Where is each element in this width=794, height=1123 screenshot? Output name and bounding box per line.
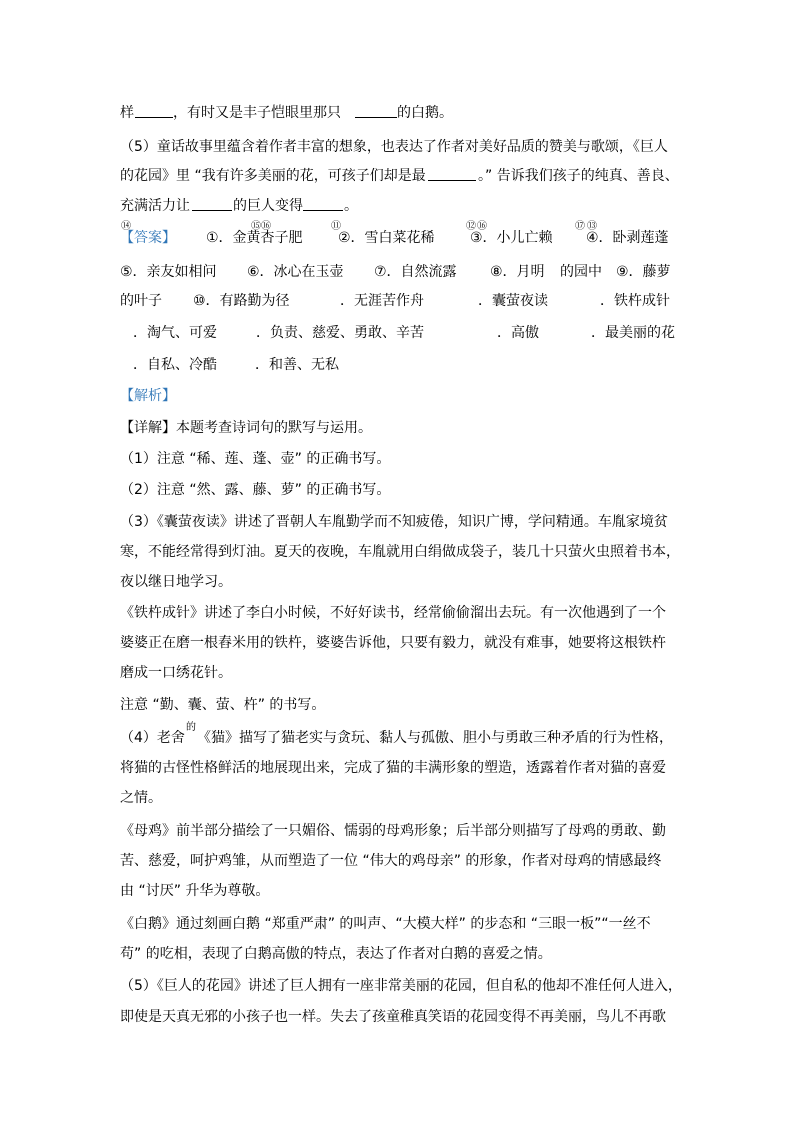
answer-item: 的园中 [560, 264, 602, 280]
analysis-text: （2）注意 “然、露、藤、萝” 的正确书写。 [120, 482, 391, 498]
analysis-text: 苦、慈爱，呵护鸡雏，从而塑造了一位 “伟大的鸡母亲” 的形象，作者对母鸡的情感最终 [120, 853, 662, 869]
analysis-text: （1）注意 “稀、莲、蓬、壶” 的正确书写。 [120, 451, 391, 467]
question-5-text: 。” 告诉我们孩子的纯真、善良、 [478, 168, 679, 184]
footnote-marker: ⑭ [121, 221, 131, 232]
analysis-text: （5）《巨人的花园》讲述了巨人拥有一座非常美丽的花园，但自私的他却不准任何人进入， [120, 978, 682, 994]
answer-blank [355, 103, 397, 118]
answer-item: ⑤．亲友如相问 [120, 264, 217, 280]
answer-blank [428, 166, 476, 181]
footnote-marker: ⑰ [575, 221, 585, 232]
answer-item: ．最美丽的花 [591, 325, 675, 341]
analysis-text: 《母鸡》前半部分描绘了一只媚俗、懦弱的母鸡形象；后半部分则描写了母鸡的勇敢、勤 [120, 823, 666, 839]
question-5-text: 。 [344, 198, 358, 214]
analysis-text: 之情。 [120, 790, 162, 806]
analysis-text: 磨成一口绣花针。 [120, 665, 232, 681]
text-fragment: 的白鹅。 [397, 105, 453, 121]
footnote-marker: ⑮ [251, 221, 261, 232]
analysis-text: 由 “讨厌” 升华为尊敬。 [120, 883, 270, 899]
superscript-marker: 的 [186, 722, 196, 733]
question-5-text: （5）童话故事里蕴含着作者丰富的想象，也表达了作者对美好品质的赞美与歌颂，《巨人 [120, 139, 668, 155]
answer-item: ．淘气、可爱 [133, 325, 217, 341]
answer-item: ．囊萤夜读 [478, 293, 548, 309]
analysis-text: 注意 “勤、囊、萤、杵” 的书写。 [120, 697, 326, 713]
answer-item: 的叶子 [120, 293, 162, 309]
footnote-marker: ⑬ [587, 221, 597, 232]
answer-item: ②．雪白菜花稀 [338, 230, 435, 246]
analysis-text: 《白鹅》通过刻画白鹅 “郑重严肃” 的叫声、“大模大样” 的步态和 “三眼一板”“一丝不 [120, 916, 651, 932]
answer-label: 【答案】 [120, 230, 176, 246]
answer-item: ⑩．有路勤为径 [193, 293, 290, 309]
analysis-text: （3）《囊萤夜读》讲述了晋朝人车胤勤学而不知疲倦，知识广博，学问精通。车胤家境贫 [120, 514, 668, 530]
analysis-text: 寒，不能经常得到灯油。夏天的夜晚，车胤就用白绢做成袋子，装几十只萤火虫照着书本， [120, 544, 680, 560]
footnote-marker: ⑯ [477, 221, 487, 232]
question-5-text: 的花园》里 “我有许多美丽的花，可孩子们却是最 [120, 168, 426, 184]
answer-item: ③．小儿亡赖 [470, 230, 553, 246]
answer-item: ．自私、冷酷 [133, 357, 217, 373]
answer-item: ．铁杵成针 [600, 293, 670, 309]
answer-item: ⑦．自然流露 [374, 264, 457, 280]
analysis-text: 婆婆正在磨一根舂米用的铁杵，婆婆告诉他，只要有毅力，就没有难事，她要将这根铁杵 [120, 635, 666, 651]
analysis-text: 《铁杵成针》讲述了李白小时候，不好好读书，经常偷偷溜出去玩。有一次他遇到了一个 [120, 605, 666, 621]
analysis-text: 《猫》描写了猫老实与贪玩、黏人与孤傲、胆小与勇敢三种矛盾的行为性格， [197, 730, 673, 746]
analysis-text: （4）老舍 [120, 730, 185, 746]
footnote-marker: ⑫ [466, 221, 476, 232]
answer-item: ．和善、无私 [255, 357, 339, 373]
answer-item: ⑥．冰心在玉壶 [247, 264, 344, 280]
analysis-text: 将猫的古怪性格鲜活的地展现出来，完成了猫的丰满形象的塑造，透露着作者对猫的喜爱 [120, 760, 666, 776]
footnote-marker: ⑯ [261, 221, 271, 232]
answer-blank [135, 103, 173, 118]
analysis-text: 【详解】本题考查诗词句的默写与运用。 [120, 420, 372, 436]
answer-item: ⑧．月明 [490, 264, 545, 280]
answer-item: ①．金黄杏子肥 [206, 230, 303, 246]
answer-item: ．负责、慈爱、勇敢、辛苦 [256, 325, 424, 341]
text-fragment: ，有时又是丰子恺眼里那只 [173, 105, 341, 121]
question-5-text: 的巨人变得 [233, 198, 303, 214]
footnote-marker: ⑪ [331, 221, 341, 232]
answer-blank [192, 196, 232, 211]
answer-blank [303, 196, 343, 211]
text-fragment: 样 [120, 105, 134, 121]
answer-item: ．无涯苦作舟 [340, 293, 424, 309]
analysis-text: 即使是天真无邪的小孩子也一样。失去了孩童稚真笑语的花园变得不再美丽，鸟儿不再歌 [120, 1009, 666, 1025]
question-5-text: 充满活力让 [120, 198, 190, 214]
analysis-text: 苟” 的吃相，表现了白鹅高傲的特点，表达了作者对白鹅的喜爱之情。 [120, 946, 552, 962]
analysis-text: 夜以继日地学习。 [120, 574, 232, 590]
answer-item: ．高傲 [497, 325, 539, 341]
answer-item: ④．卧剥莲蓬 [586, 230, 669, 246]
analysis-label: 【解析】 [120, 388, 176, 404]
answer-item: ⑨．藤萝 [616, 264, 671, 280]
